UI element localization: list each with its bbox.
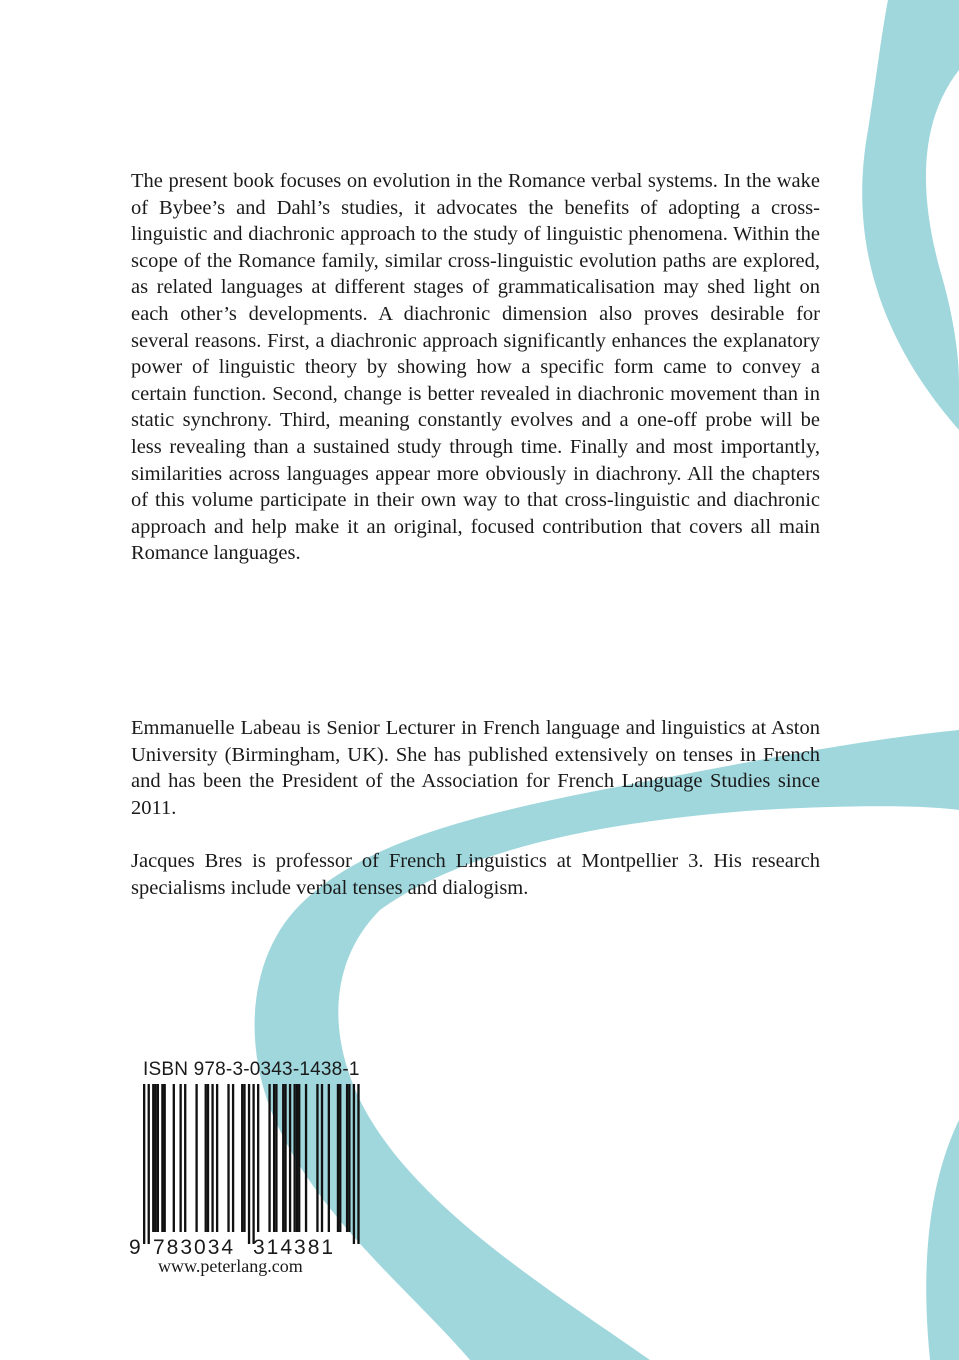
barcode-bar bbox=[232, 1084, 234, 1232]
barcode-bar bbox=[205, 1084, 207, 1232]
barcode-bar bbox=[216, 1084, 218, 1232]
barcode-bar bbox=[164, 1084, 166, 1232]
author-bio-labeau: Emmanuelle Labeau is Senior Lecturer in French language and linguistics at Aston University (Birmingham, UK). She has published extensively on tenses in French and has been the President of the Association for French Language Studies since 2011. bbox=[131, 717, 820, 819]
back-cover-blurb: The present book focuses on evolution in the Romance verbal systems. In the wake of Bybee’s and Dahl’s studies, it advocates the benefits of adopting a cross-linguistic and diachronic approach to the study of linguistic phenomena. Within the scope of the Romance family, similar cross-linguistic evolution paths are explored, as related languages at different stages of grammaticalisation may shed light on each other’s developments. A diachronic dimension also proves desirable for several reasons. First, a diachronic approach significantly enhances the explanatory power of linguistic theory by showing how a specific form came to convey a certain function. Second, change is better revealed in diachronic movement than in static synchrony. Third, meaning constantly evolves and a one-off probe will be less revealing than a sustained study through time. Finally and most importantly, similarities across languages appear more obviously in diachrony. All the chapters of this volume participate in their own way to that cross-linguistic and diachronic approach and help make it an original, focused contribution that covers all main Romance languages. bbox=[131, 170, 820, 565]
barcode-digit-prefix: 9 bbox=[129, 1236, 141, 1256]
barcode-bar bbox=[305, 1084, 307, 1232]
barcode-bar bbox=[289, 1084, 291, 1232]
barcode-bar bbox=[148, 1084, 150, 1244]
barcode-bar bbox=[275, 1084, 277, 1232]
barcode-bar bbox=[257, 1084, 259, 1232]
barcode-bar bbox=[252, 1084, 254, 1244]
author-bio-bres: Jacques Bres is professor of French Linguistics at Montpellier 3. His research specialisms include verbal tenses and dialogism. bbox=[131, 850, 820, 899]
barcode-bar bbox=[321, 1084, 323, 1232]
barcode-bar bbox=[337, 1084, 339, 1232]
swirl-main-curve bbox=[255, 730, 959, 1360]
barcode-bar bbox=[248, 1084, 250, 1244]
barcode-bar bbox=[161, 1084, 163, 1232]
barcode-bar bbox=[293, 1084, 295, 1232]
barcode-bar bbox=[273, 1084, 275, 1232]
barcode-digits-right: 314381 bbox=[253, 1236, 336, 1256]
barcode-bar bbox=[179, 1084, 181, 1232]
swirl-lower-right bbox=[926, 1120, 959, 1360]
barcode-bar bbox=[316, 1084, 318, 1232]
barcode bbox=[129, 1084, 361, 1256]
barcode-bar bbox=[298, 1084, 300, 1232]
barcode-bar bbox=[195, 1084, 197, 1232]
barcode-bar bbox=[173, 1084, 175, 1232]
barcode-bar bbox=[154, 1084, 156, 1232]
barcode-bar bbox=[207, 1084, 209, 1232]
barcode-bar bbox=[348, 1084, 350, 1232]
barcode-bar bbox=[339, 1084, 341, 1232]
barcode-bar bbox=[284, 1084, 286, 1232]
barcode-bar bbox=[184, 1084, 186, 1232]
barcode-bar bbox=[268, 1084, 270, 1232]
barcode-bar bbox=[346, 1084, 348, 1232]
barcode-digits-left: 783034 bbox=[153, 1236, 236, 1256]
barcode-bar bbox=[328, 1084, 330, 1232]
barcode-bar bbox=[282, 1084, 284, 1232]
barcode-bar bbox=[143, 1084, 145, 1244]
barcode-bar bbox=[211, 1084, 213, 1232]
barcode-bar bbox=[152, 1084, 154, 1232]
barcode-bar bbox=[353, 1084, 355, 1244]
barcode-bar bbox=[357, 1084, 359, 1244]
isbn-label: ISBN 978-3-0343-1438-1 bbox=[143, 1059, 360, 1080]
barcode-bar bbox=[296, 1084, 298, 1232]
barcode-bar bbox=[241, 1084, 243, 1232]
swirl-upper-arc bbox=[862, 0, 959, 430]
barcode-bar bbox=[157, 1084, 159, 1232]
barcode-bar bbox=[243, 1084, 245, 1232]
barcode-bar bbox=[227, 1084, 229, 1232]
publisher-website: www.peterlang.com bbox=[158, 1256, 303, 1276]
